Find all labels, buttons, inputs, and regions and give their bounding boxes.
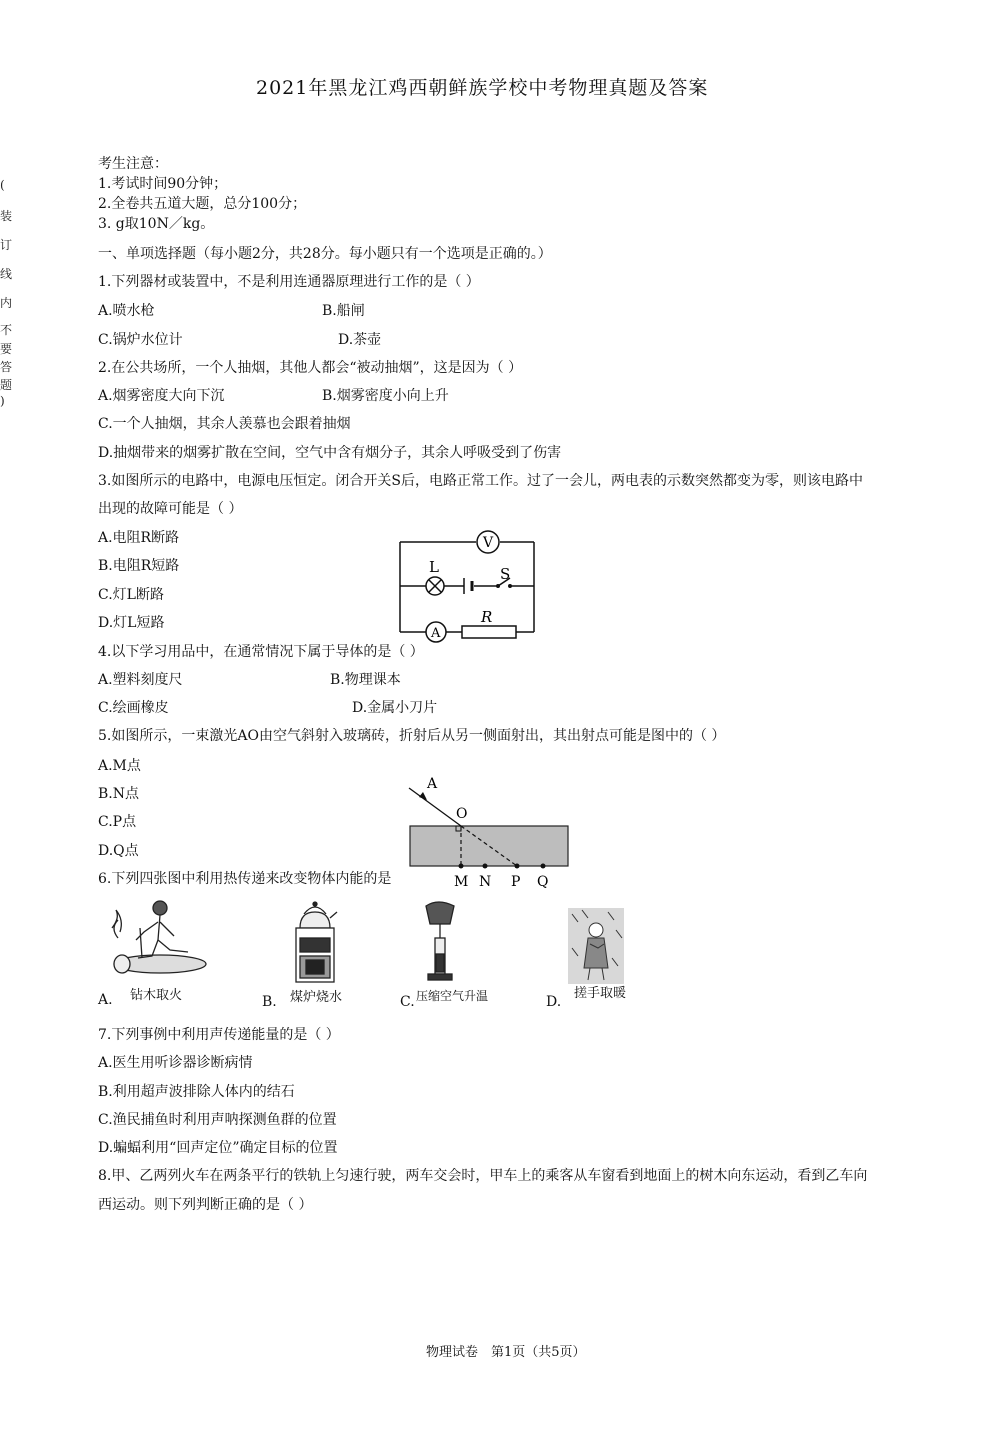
q7-option-c: C.渔民捕鱼时利用声呐探测鱼群的位置 bbox=[98, 1112, 337, 1128]
lamp-label: L bbox=[429, 558, 439, 576]
q7-option-d: D.蝙蝠利用“回声定位”确定目标的位置 bbox=[98, 1140, 338, 1156]
label-p: P bbox=[511, 874, 521, 890]
switch-pivot bbox=[496, 584, 500, 588]
q5-option-d: D.Q点 bbox=[98, 843, 139, 859]
margin-mark: 题 bbox=[0, 378, 13, 392]
q8-stem-line1: 8.甲、乙两列火车在两条平行的铁轨上匀速行驶，两车交会时，甲车上的乘客从车窗看到地面上的树木向东运动，看到乙车向 bbox=[98, 1168, 868, 1184]
q6-option-c-letter: C. bbox=[400, 994, 415, 1010]
notice-item: 2.全卷共五道大题，总分100分； bbox=[98, 196, 307, 212]
label-n: N bbox=[479, 874, 492, 890]
q8-stem-line2: 西运动。则下列判断正确的是（ ） bbox=[98, 1197, 313, 1213]
q1-option-d: D.茶壶 bbox=[338, 332, 382, 348]
margin-mark: 内 bbox=[0, 296, 13, 310]
rubbing-hands-illustration bbox=[568, 908, 624, 984]
margin-mark: 答 bbox=[0, 360, 13, 374]
q6-option-a-letter: A. bbox=[98, 992, 113, 1008]
margin-mark: 线 bbox=[0, 267, 13, 281]
point-m bbox=[459, 864, 464, 869]
label-q: Q bbox=[537, 874, 549, 890]
glass-brick bbox=[410, 826, 568, 866]
q5-option-a: A.M点 bbox=[98, 758, 141, 774]
refraction-diagram bbox=[405, 772, 575, 892]
circuit-diagram bbox=[392, 528, 542, 646]
q3-option-c: C.灯L断路 bbox=[98, 587, 164, 603]
q2-option-d: D.抽烟带来的烟雾扩散在空间，空气中含有烟分子，其余人呼吸受到了伤害 bbox=[98, 445, 562, 461]
switch-label: S bbox=[500, 565, 511, 583]
q1-option-a: A.喷水枪 bbox=[98, 303, 155, 319]
q4-option-d: D.金属小刀片 bbox=[352, 700, 438, 716]
notice-heading: 考生注意： bbox=[98, 156, 168, 172]
ammeter-label: A bbox=[431, 626, 441, 641]
q1-option-b: B.船闸 bbox=[322, 303, 365, 319]
margin-mark: 装 bbox=[0, 209, 13, 223]
label-o: O bbox=[456, 806, 468, 822]
q5-stem: 5.如图所示，一束激光AO由空气斜射入玻璃砖，折射后从另一侧面射出，其出射点可能是图中的（ ） bbox=[98, 728, 726, 744]
q2-option-b: B.烟雾密度小向上升 bbox=[322, 388, 449, 404]
notice-item: 1.考试时间90分钟； bbox=[98, 176, 228, 192]
coal-stove-illustration bbox=[290, 898, 340, 986]
point-n bbox=[483, 864, 488, 869]
q1-option-c: C.锅炉水位计 bbox=[98, 332, 183, 348]
point-p bbox=[515, 864, 520, 869]
q6-stem: 6.下列四张图中利用热传递来改变物体内能的是 bbox=[98, 871, 392, 887]
q6-option-c-caption: 压缩空气升温 bbox=[416, 989, 489, 1003]
section-heading: 一、单项选择题（每小题2分，共28分。每小题只有一个选项是正确的。） bbox=[98, 246, 552, 262]
margin-mark: 不 bbox=[0, 323, 13, 337]
drilling-wood-illustration bbox=[108, 898, 208, 980]
q6-option-b-caption: 煤炉烧水 bbox=[290, 990, 343, 1005]
voltmeter-label: V bbox=[483, 535, 494, 551]
q4-option-b: B.物理课本 bbox=[330, 672, 401, 688]
laser-ray bbox=[409, 788, 461, 826]
notice-item: 3. g取10N／kg。 bbox=[98, 216, 215, 232]
margin-mark: ) bbox=[0, 394, 5, 408]
q3-option-b: B.电阻R短路 bbox=[98, 558, 180, 574]
q3-stem-line2: 出现的故障可能是（ ） bbox=[98, 501, 243, 517]
point-q bbox=[541, 864, 546, 869]
resistor-label: R bbox=[481, 608, 493, 626]
label-a: A bbox=[427, 776, 438, 792]
q2-stem: 2.在公共场所，一个人抽烟，其他人都会“被动抽烟”，这是因为（ ） bbox=[98, 360, 523, 376]
switch-contact bbox=[508, 584, 512, 588]
q4-option-a: A.塑料刻度尺 bbox=[98, 672, 183, 688]
q6-option-d-caption: 搓手取暖 bbox=[574, 986, 627, 1001]
q7-option-b: B.利用超声波排除人体内的结石 bbox=[98, 1084, 295, 1100]
q5-option-c: C.P点 bbox=[98, 814, 137, 830]
q3-option-d: D.灯L短路 bbox=[98, 615, 165, 631]
q6-option-d-letter: D. bbox=[546, 994, 562, 1010]
label-m: M bbox=[454, 874, 469, 890]
compressed-air-illustration bbox=[420, 898, 460, 986]
q1-stem: 1.下列器材或装置中，不是利用连通器原理进行工作的是（ ） bbox=[98, 274, 480, 290]
margin-mark: 要 bbox=[0, 342, 13, 356]
margin-mark: 订 bbox=[0, 238, 13, 252]
q2-option-c: C.一个人抽烟，其余人羡慕也会跟着抽烟 bbox=[98, 416, 351, 432]
q3-option-a: A.电阻R断路 bbox=[98, 530, 180, 546]
q4-stem: 4.以下学习用品中，在通常情况下属于导体的是（ ） bbox=[98, 644, 424, 660]
q2-option-a: A.烟雾密度大向下沉 bbox=[98, 388, 225, 404]
q7-stem: 7.下列事例中利用声传递能量的是（ ） bbox=[98, 1027, 340, 1043]
q7-option-a: A.医生用听诊器诊断病情 bbox=[98, 1055, 253, 1071]
q6-option-b-letter: B. bbox=[262, 994, 277, 1010]
page-footer: 物理试卷 第1页（共5页） bbox=[426, 1345, 586, 1360]
page-title: 2021年黑龙江鸡西朝鲜族学校中考物理真题及答案 bbox=[256, 77, 709, 99]
q6-option-a-caption: 钻木取火 bbox=[130, 988, 183, 1003]
q4-option-c: C.绘画橡皮 bbox=[98, 700, 169, 716]
q3-stem-line1: 3.如图所示的电路中，电源电压恒定。闭合开关S后，电路正常工作。过了一会儿，两电表的示数突然都变为零，则该电路中 bbox=[98, 473, 863, 489]
margin-mark: ( bbox=[0, 178, 5, 192]
q5-option-b: B.N点 bbox=[98, 786, 139, 802]
